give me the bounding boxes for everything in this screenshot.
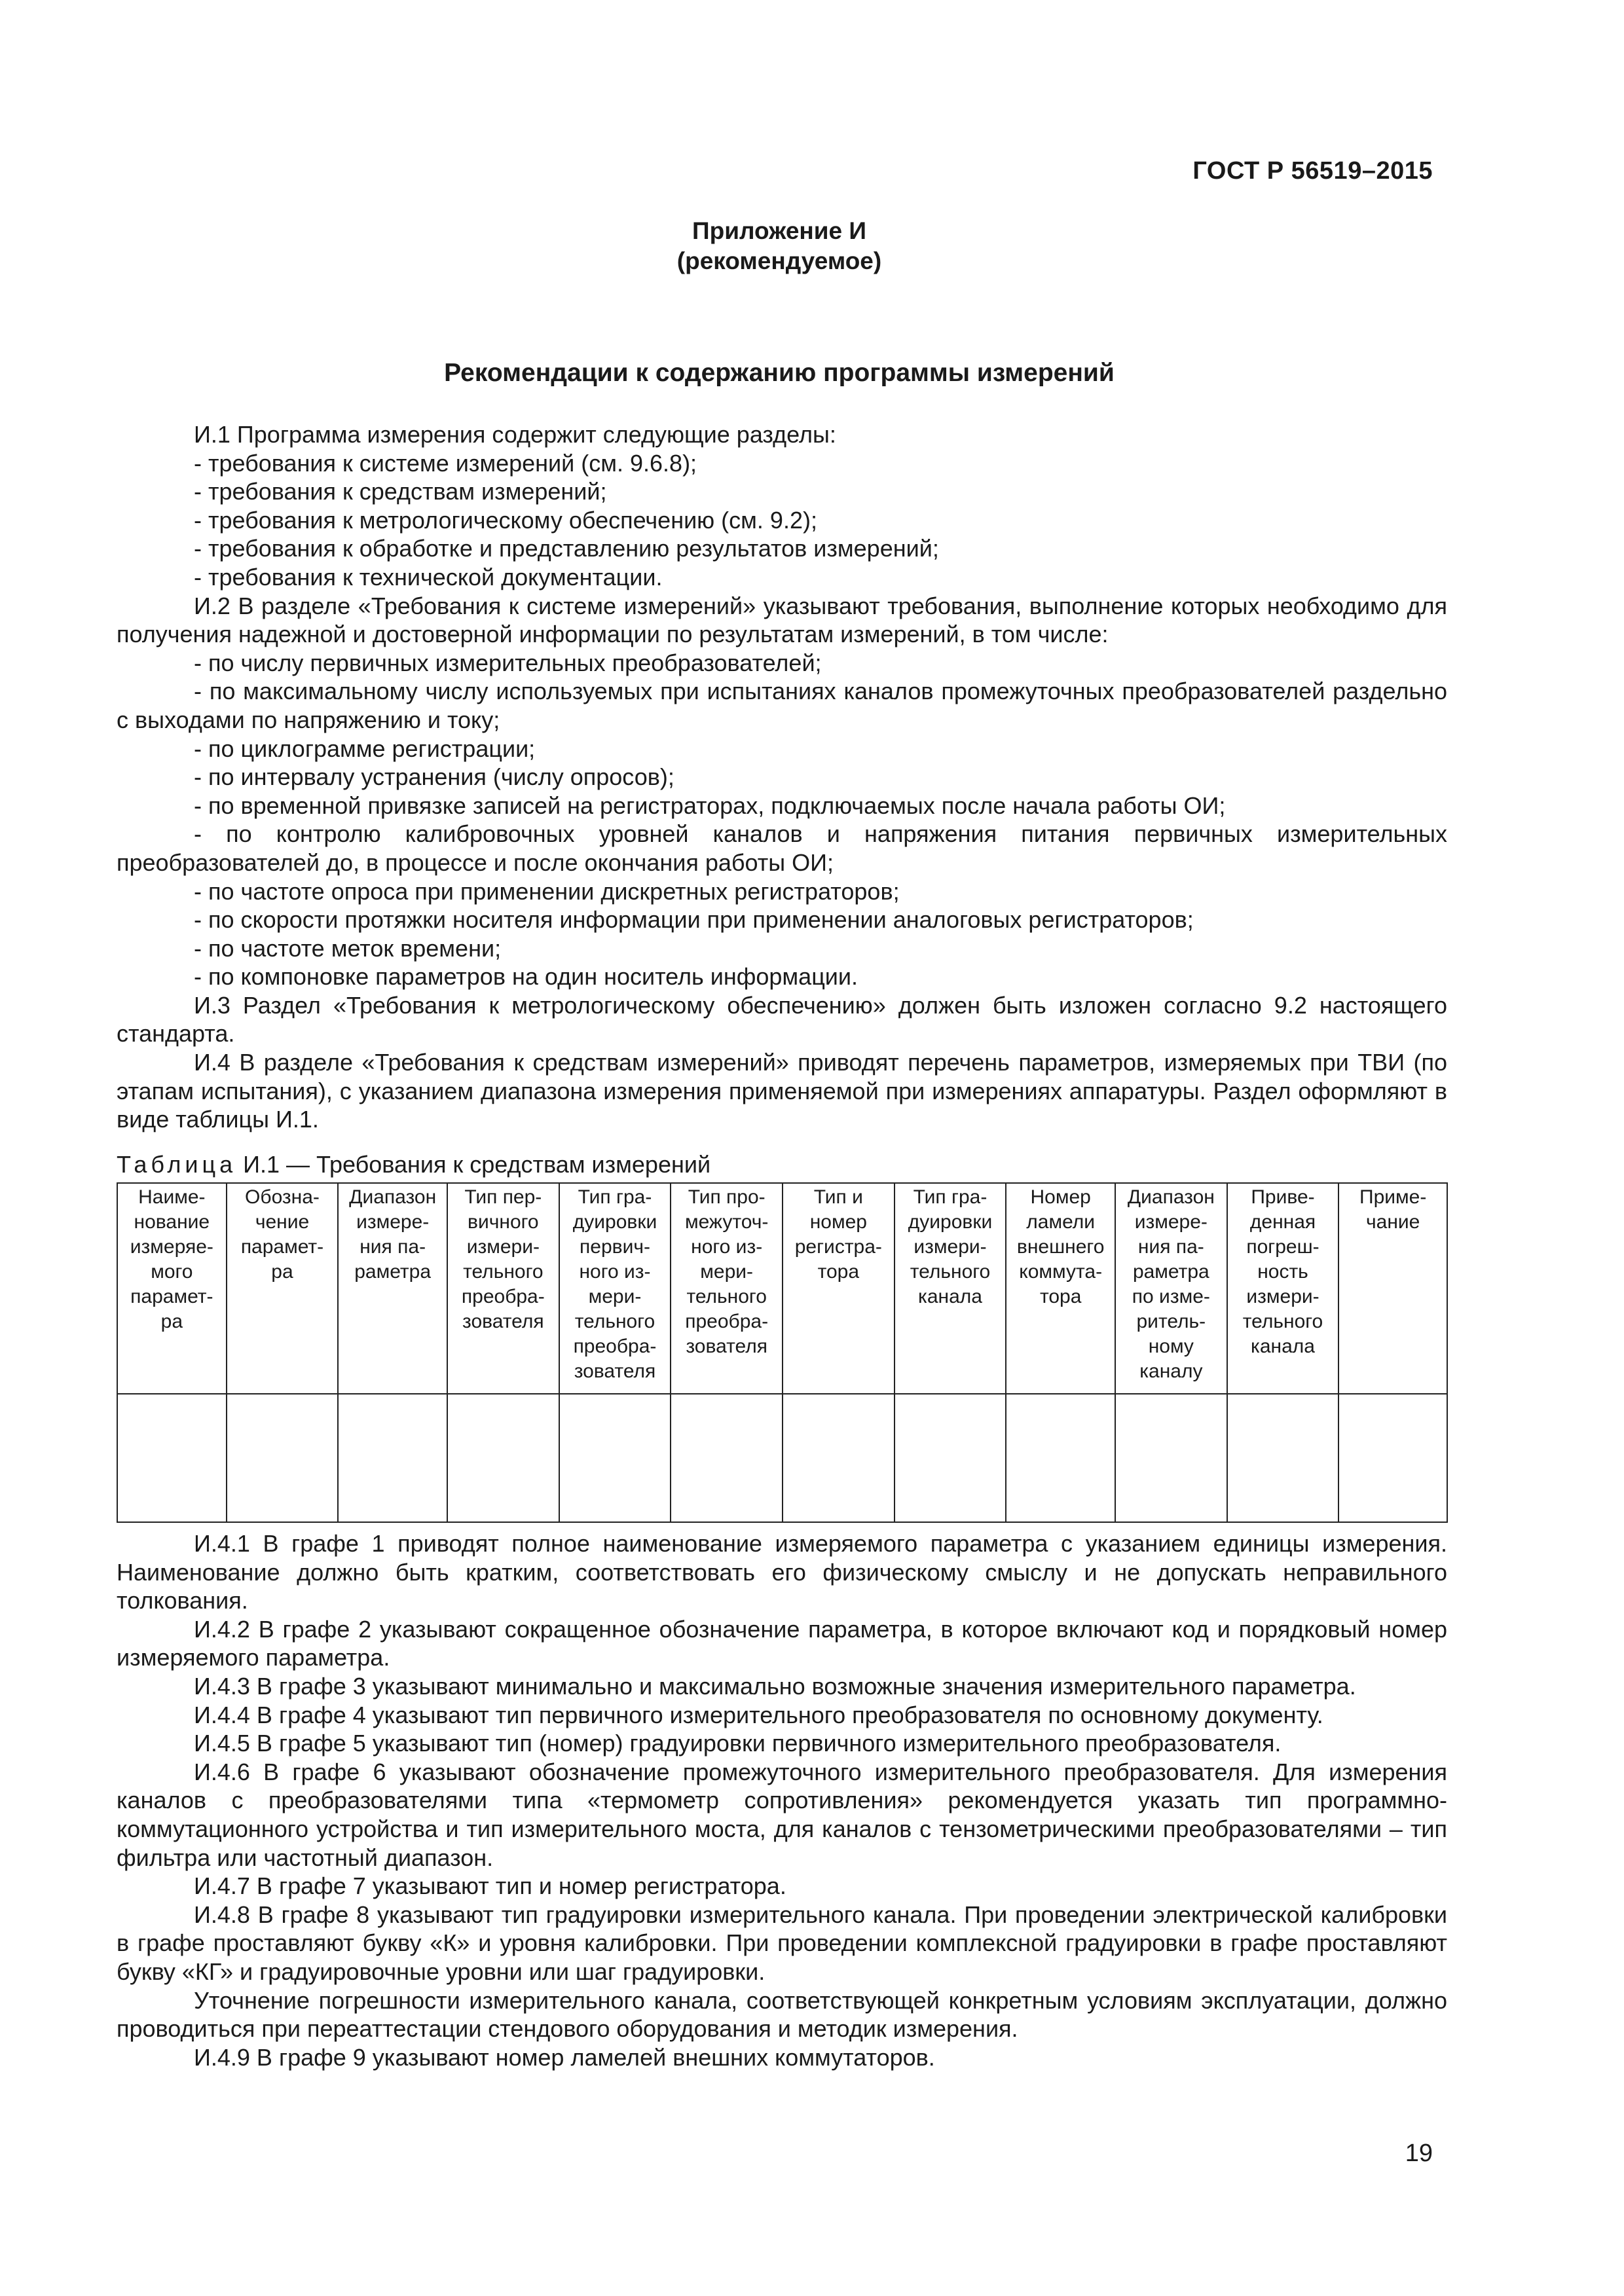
- paragraph: И.4.3 В графе 3 указывают минимально и максимально возможные значения измерительного параметра.: [194, 1672, 1356, 1700]
- paragraph: И.4.9 В графе 9 указывают номер ламелей внешних коммутаторов.: [194, 2043, 935, 2071]
- list-item: - по частоте опроса при применении дискретных регистраторов;: [194, 877, 900, 905]
- table-cell: [117, 1394, 227, 1522]
- column-header: Приме- чание: [1338, 1183, 1447, 1394]
- paragraph: И.1 Программа измерения содержит следующие разделы:: [194, 421, 836, 448]
- column-header: Номер ламели внешнего коммута- тора: [1006, 1183, 1115, 1394]
- standard-designation: ГОСТ Р 56519–2015: [1192, 157, 1433, 185]
- paragraph: Уточнение погрешности измерительного канала, соответствующей конкретным условиям эксплуатации, должно проводиться при переаттестации стендового оборудования и методик измерения.: [117, 1986, 1447, 2043]
- column-header: Диапазон измере- ния па- раметра по изме- ритель- ному каналу: [1115, 1183, 1227, 1394]
- list-item: - по числу первичных измерительных преобразователей;: [194, 649, 822, 676]
- list-item: - требования к метрологическому обеспечению (см. 9.2);: [194, 506, 817, 534]
- paragraph: И.4.8 В графе 8 указывают тип градуировки измерительного канала. При проведении электрической калибровки в графе проставляют букву «К» и уровня калибровки. При проведении комплексной градуировки в графе проставляют букву «КГ» и градуировочные уровни или шаг градуировки.: [117, 1901, 1447, 1985]
- paragraph: И.4.6 В графе 6 указывают обозначение промежуточного измерительного преобразователя. Для измерения каналов с преобразователями типа «термометр сопротивления» рекомендуется указать тип программно-коммутационного устройства и тип измерительного моста, для каналов с тензометрическими преобразователями – тип фильтра или частотный диапазон.: [117, 1758, 1447, 1871]
- column-header: Наиме- нование измеряе- мого парамет- ра: [117, 1183, 227, 1394]
- table-cell: [559, 1394, 671, 1522]
- column-header: Тип гра- дуировки измери- тельного канала: [895, 1183, 1006, 1394]
- list-item: - требования к обработке и представлению результатов измерений;: [194, 535, 939, 562]
- paragraph: И.4 В разделе «Требования к средствам измерений» приводят перечень параметров, измеряемых при ТВИ (по этапам испытания), с указанием диапазона измерения применяемой при измерениях аппаратуры. Раздел оформляют в виде таблицы И.1.: [117, 1049, 1447, 1133]
- table-cell: [1115, 1394, 1227, 1522]
- list-item: - по временной привязке записей на регистраторах, подключаемых после начала работы ОИ;: [194, 792, 1226, 819]
- list-item: - требования к средствам измерений;: [194, 478, 607, 505]
- list-item: - по компоновке параметров на один носитель информации.: [194, 963, 858, 991]
- table-cell: [338, 1394, 447, 1522]
- table-caption: [117, 1151, 710, 1178]
- table-cell: [1006, 1394, 1115, 1522]
- table-cell: [1338, 1394, 1447, 1522]
- table-caption-label: Таблица: [117, 1151, 237, 1178]
- list-item: - требования к технической документации.: [194, 563, 663, 591]
- paragraph: И.4.1 В графе 1 приводят полное наименование измеряемого параметра с указанием единицы измерения. Наименование должно быть кратким, соответствовать его физическому смыслу и не допускать неправильного толкования.: [117, 1530, 1447, 1614]
- column-header: Тип и номер регистра- тора: [783, 1183, 895, 1394]
- table-cell: [671, 1394, 783, 1522]
- column-header: Тип пер- вичного измери- тельного преобра- зователя: [447, 1183, 559, 1394]
- column-header: Тип про- межуточ- ного из- мери- тельного преобра- зователя: [671, 1183, 783, 1394]
- appendix-label: Приложение И: [692, 217, 866, 244]
- paragraph: И.4.7 В графе 7 указывают тип и номер регистратора.: [194, 1872, 786, 1900]
- column-header: Тип гра- дуировки первич- ного из- мери- тельного преобра- зователя: [559, 1183, 671, 1394]
- list-item: - по скорости протяжки носителя информации при применении аналоговых регистраторов;: [194, 906, 1194, 934]
- list-item: - по частоте меток времени;: [194, 934, 502, 962]
- page-number: 19: [1405, 2140, 1433, 2167]
- list-item: - по максимальному числу используемых при испытаниях каналов промежуточных преобразователей раздельно с выходами по напряжению и току;: [117, 678, 1447, 733]
- paragraph: И.2 В разделе «Требования к системе измерений» указывают требования, выполнение которых необходимо для получения надежной и достоверной информации по результатам измерений, в том числе:: [117, 592, 1447, 648]
- section-2-text: [117, 1529, 1447, 2071]
- appendix-heading: [0, 216, 1559, 276]
- table-cell: [227, 1394, 339, 1522]
- paragraph: И.4.4 В графе 4 указывают тип первичного измерительного преобразователя по основному документу.: [194, 1701, 1323, 1728]
- table-row: [117, 1394, 1447, 1522]
- page-title: Рекомендации к содержанию программы измерений: [444, 359, 1115, 387]
- column-header: Обозна- чение парамет- ра: [227, 1183, 339, 1394]
- table-header-row: [117, 1183, 1447, 1394]
- paragraph: И.3 Раздел «Требования к метрологическому обеспечению» должен быть изложен согласно 9.2 настоящего стандарта.: [117, 991, 1447, 1048]
- list-item: - по циклограмме регистрации;: [194, 735, 536, 762]
- requirements-table: [117, 1182, 1448, 1523]
- table-cell: [895, 1394, 1006, 1522]
- table-cell: [783, 1394, 895, 1522]
- list-item: - требования к системе измерений (см. 9.6.8);: [194, 449, 697, 477]
- appendix-status: (рекомендуемое): [676, 247, 882, 274]
- paragraph: И.4.2 В графе 2 указывают сокращенное обозначение параметра, в которое включают код и порядковый номер измеряемого параметра.: [117, 1615, 1447, 1671]
- table-cell: [447, 1394, 559, 1522]
- list-item: - по контролю калибровочных уровней каналов и напряжения питания первичных измерительных преобразователей до, в процессе и после окончания работы ОИ;: [117, 820, 1447, 876]
- table-caption-text: И.1 — Требования к средствам измерений: [236, 1151, 711, 1178]
- column-header: Диапазон измере- ния па- раметра: [338, 1183, 447, 1394]
- section-1-text: [117, 420, 1447, 1134]
- list-item: - по интервалу устранения (числу опросов);: [194, 763, 674, 791]
- table-cell: [1227, 1394, 1339, 1522]
- column-header: Приве- денная погреш- ность измери- тельного канала: [1227, 1183, 1339, 1394]
- paragraph: И.4.5 В графе 5 указывают тип (номер) градуировки первичного измерительного преобразователя.: [194, 1730, 1282, 1757]
